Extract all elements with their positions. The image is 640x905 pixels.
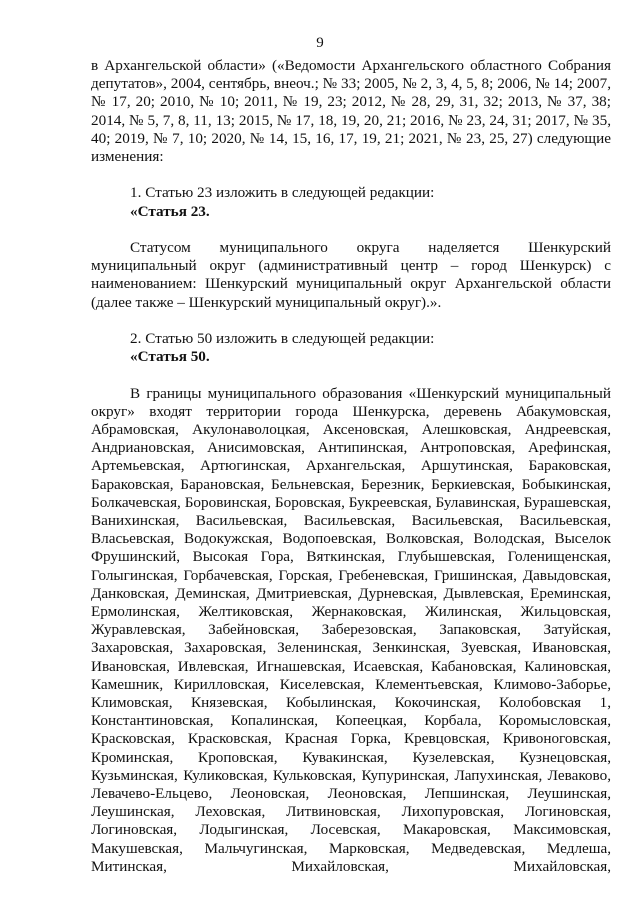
item-2-instruction: 2. Статью 50 изложить в следующей редакции: (130, 330, 435, 347)
item-1-article-heading: «Статья 23. (130, 202, 210, 220)
spacer (91, 166, 611, 184)
item-1-article-text: Статусом муниципального округа наделяется Шенкурский муниципальный округ (административный центр – город Шенкурск) с наименованием: Шенкурский муниципальный округ Архангельской области (далее также – Шенкурский муниципальный округ).». (91, 239, 611, 311)
spacer (91, 312, 611, 330)
spacer (91, 366, 611, 384)
spacer (91, 221, 611, 239)
page-number: 9 (316, 35, 324, 51)
intro-paragraph: в Архангельской области» («Ведомости Архангельского областного Собрания депутатов», 2004, сентябрь, внеоч.; № 33; 2005, № 2, 3, 4, 5, 8; 2006, № 14; 2007, № 17, 20; 2010, № 10; 2011, № 19, 23; 2012, № 28, 29, 31, 32; 2013, № 37, 38; 2014, № 5, 7, 8, 11, 13; 2015, № 17, 18, 19, 20, 21; 2016, № 23, 24, 31; 2017, № 35, 40; 2019, № 7, 10; 2020, № 14, 15, 16, 17, 19, 21; 2021, № 23, 25, 27) следующие изменения: (91, 57, 611, 166)
item-2-article-heading: «Статья 50. (130, 348, 210, 366)
document-body (91, 57, 611, 876)
item-1-instruction: 1. Статью 23 изложить в следующей редакции: (130, 184, 435, 202)
item-2-article-text: В границы муниципального образования «Шенкурский муниципальный округ» входят территории города Шенкурска, деревень Абакумовская, Абрамовская, Акулонаволоцкая, Аксеновская, Алешковская, Андреевская, Андриановская, Анисимовская, Антипинская, Антроповская, Арефинская, Артемьевская, Артюгинская, Архангельская, Аршутинская, Бараковская, Бараковская, Барановская, Бельневская, Березник, Беркиевская, Бобыкинская, Болкачевская, Боровинская, Боровская, Букреевская, Булавинская, Бурашевская, Ванихинская, Васильевская, Васильевская, Васильевская, Васильевская, Власьевская, Водокужская, Водопоевская, Волковская, Володская, Выселок Фрушинский, Высокая Гора, Вяткинская, Глубышевская, Голенищенская, Голыгинская, Горбачевская, Горская, Гребеневская, Гришинская, Давыдовская, Данковская, Деминская, Дмитриевская, Дурневская, Дывлевская, Ереминская, Ермолинская, Желтиковская, Жернаковская, Жилинская, Жильцовская, Журавлевская, Забейновская, Заберезовская, Запаковская, Затуйская, Захаровская, Захаровская, Зеленинская, Зенкинская, Зуевская, Ивановская, Ивановская, Ивлевская, Игнашевская, Исаевская, Кабановская, Калиновская, Камешник, Кирилловская, Киселевская, Клементьевская, Климово-Заборье, Климовская, Князевская, Кобылинская, Кокочинская, Колобовская 1, Константиновская, Копалинская, Копеецкая, Корбала, Коромысловская, Красковская, Красковская, Красная Горка, Кревцовская, Кривоноговская, Кроминская, Кроповская, Кувакинская, Кузелевская, Кузнецовская, Кузьминская, Куликовская, Кульковская, Купуринская, Лапухинская, Леваково, Левачево-Ельцево, Леоновская, Леоновская, Лепшинская, Леушинская, Леушинская, Леховская, Литвиновская, Лихопуровская, Логиновская, Логиновская, Лодыгинская, Лосевская, Макаровская, Максимовская, Макушевская, Мальчугинская, Марковская, Медведевская, Медлеша, Митинская, Михайловская, Михайловская, (91, 384, 611, 875)
